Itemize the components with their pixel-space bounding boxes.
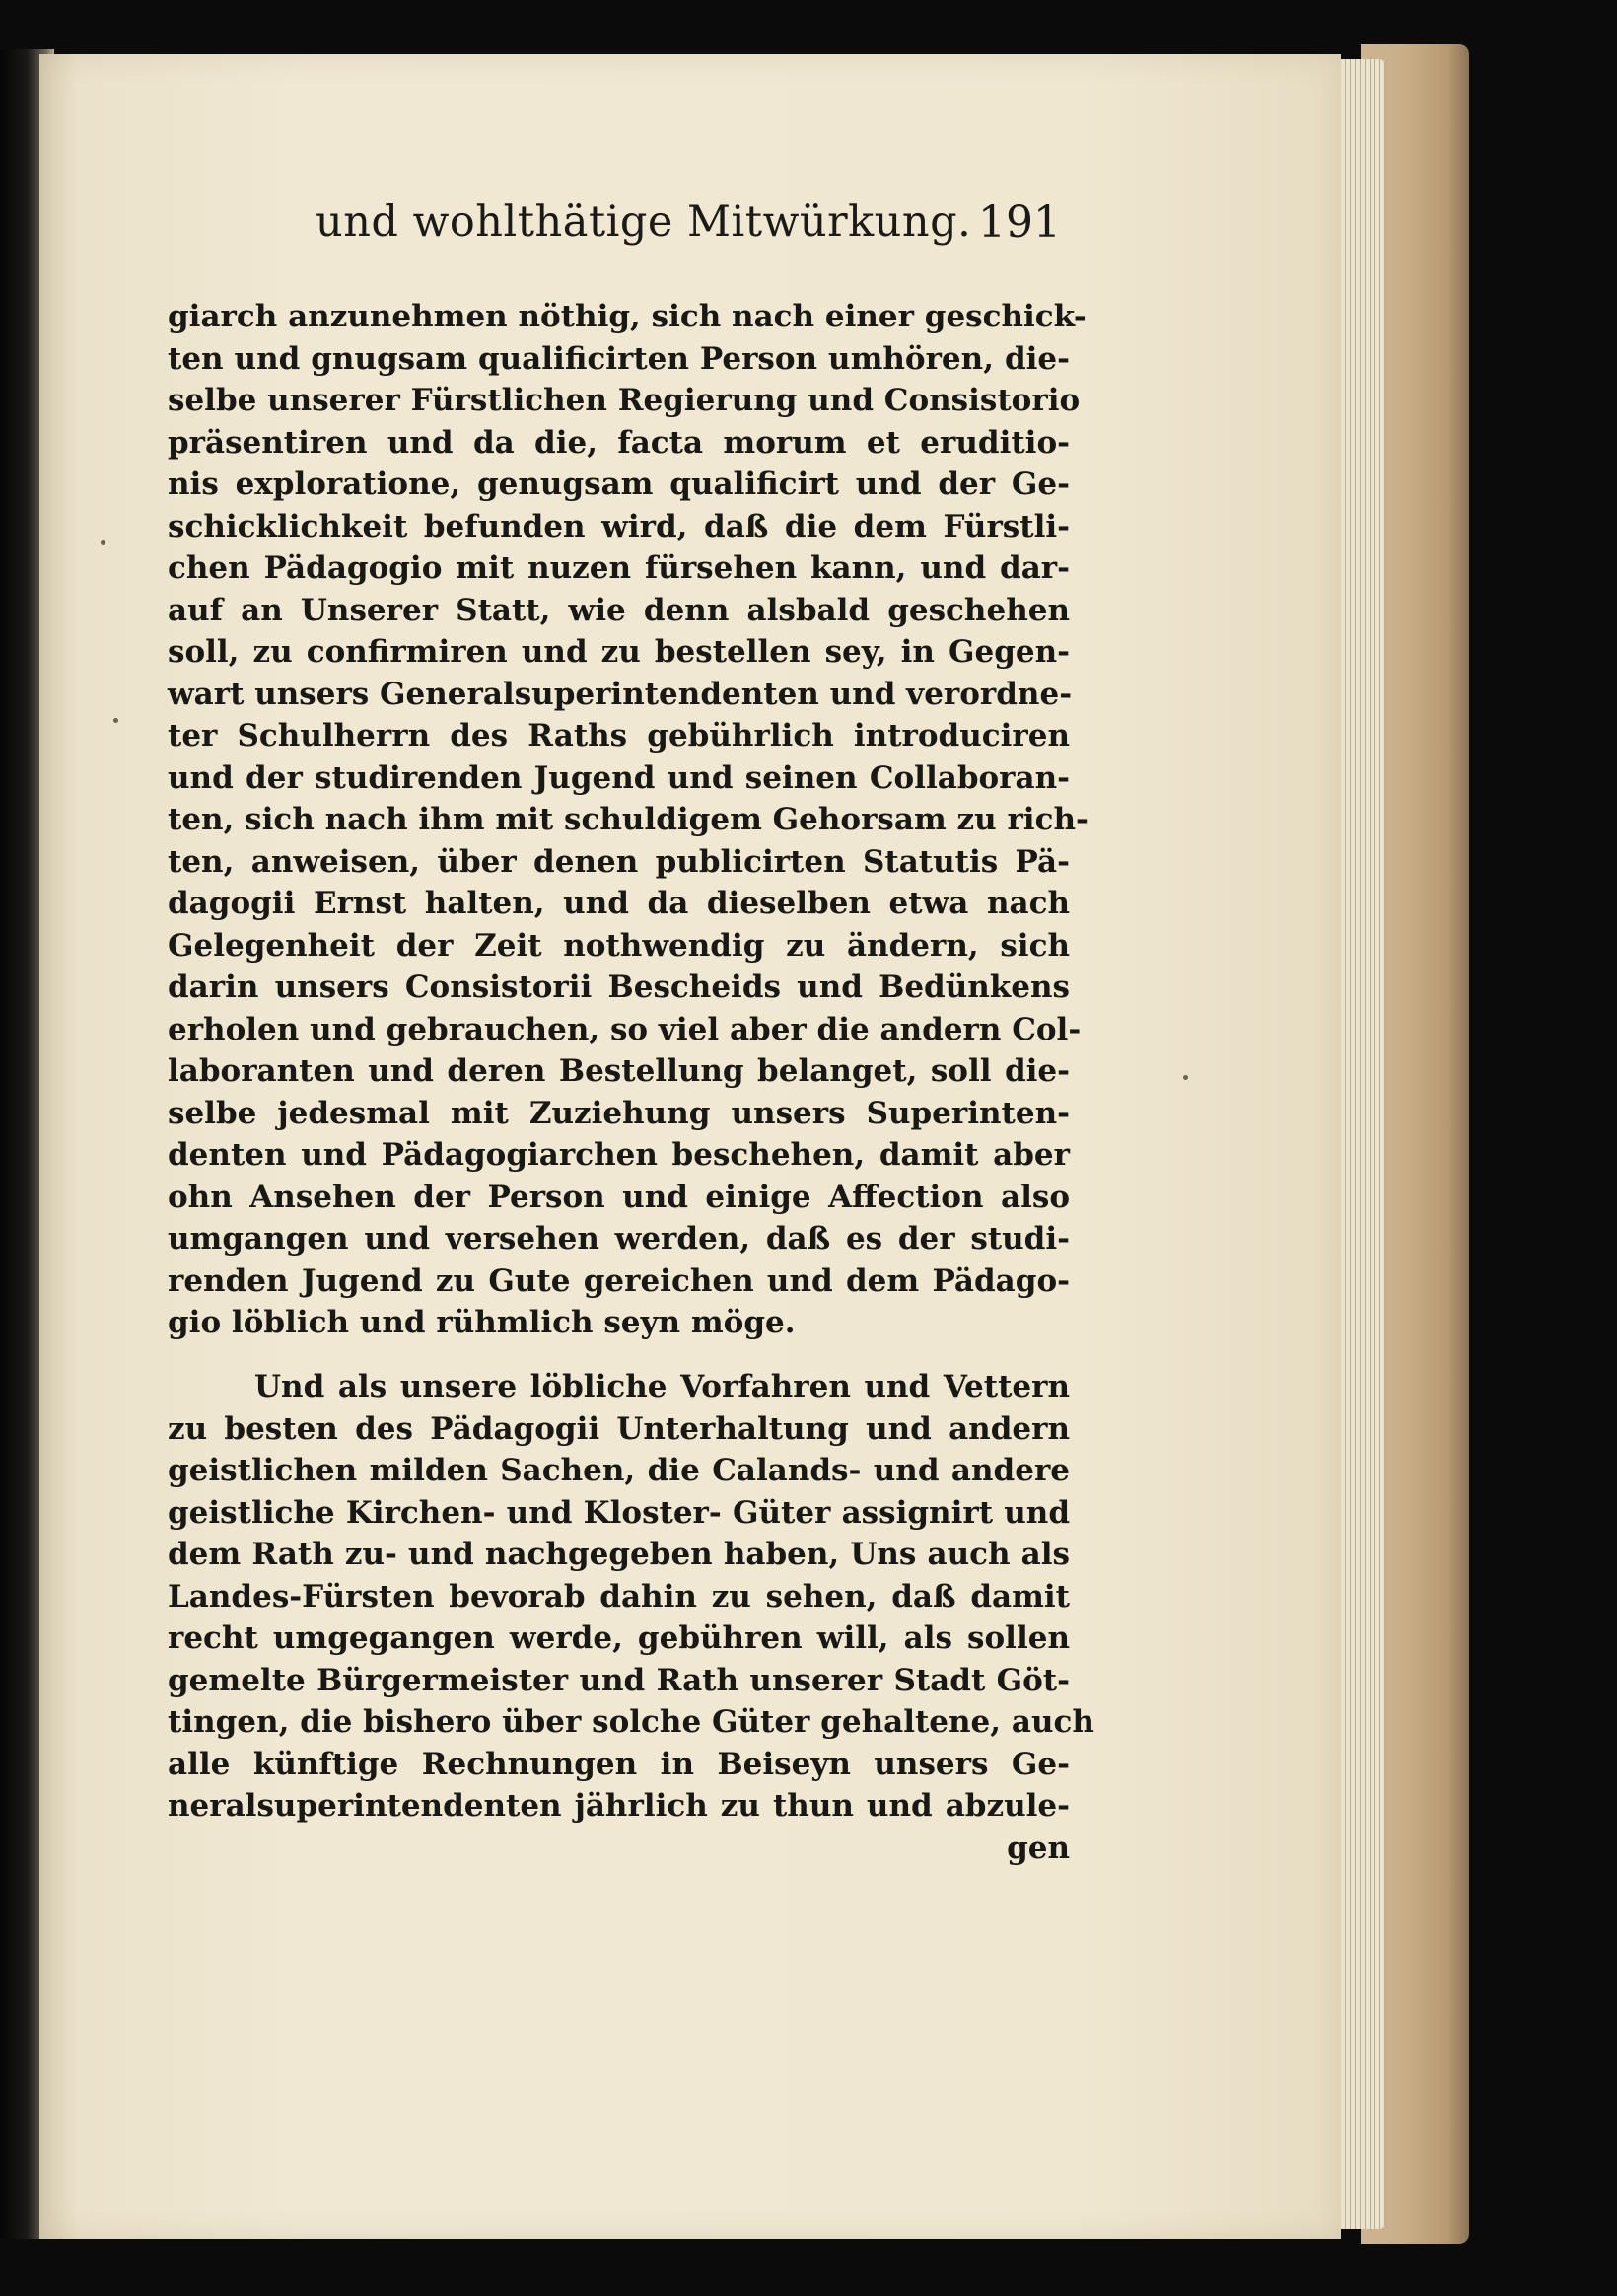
- text-line: umgangen und versehen werden, daß es der studi-: [168, 1221, 1070, 1256]
- text-line: dem Rath zu- und nachgegeben haben, Uns auch als: [168, 1537, 1070, 1572]
- text-line: selbe jedesmal mit Zuziehung unsers Superinten-: [168, 1095, 1070, 1131]
- text-line: neralsuperintendenten jährlich zu thun und abzule-: [168, 1788, 1070, 1824]
- text-line: auf an Unserer Statt, wie denn alsbald geschehen: [168, 592, 1070, 628]
- text-line: ten, anweisen, über denen publicirten Statutis Pä-: [168, 843, 1070, 880]
- text-line: präsentiren und da die, facta morum et eruditio-: [168, 424, 1070, 461]
- text-line: dagogii Ernst halten, und da dieselben etwa nach: [168, 886, 1070, 921]
- text-line: schicklichkeit befunden wird, daß die dem Fürstli-: [168, 508, 1070, 544]
- text-line: giarch anzunehmen nöthig, sich nach einer geschick-: [168, 299, 1087, 334]
- paper-speck: [113, 718, 118, 723]
- text-line: soll, zu confirmiren und zu bestellen sey, in Gegen-: [168, 634, 1070, 670]
- text-line: Landes-Fürsten bevorab dahin zu sehen, daß damit: [168, 1578, 1070, 1614]
- text-line: Und als unsere löbliche Vorfahren und Vettern: [254, 1369, 1070, 1404]
- text-line: selbe unserer Fürstlichen Regierung und Consistorio: [168, 383, 1081, 418]
- text-line: zu besten des Pädagogii Unterhaltung und andern: [168, 1410, 1070, 1447]
- text-line: renden Jugend zu Gute gereichen und dem Pädago-: [168, 1262, 1070, 1299]
- text-line: alle künftige Rechnungen in Beiseyn unsers Ge-: [168, 1746, 1070, 1782]
- text-line: denten und Pädagogiarchen beschehen, damit aber: [168, 1137, 1070, 1173]
- text-line: ten und gnugsam qualificirten Person umhören, die-: [168, 340, 1070, 377]
- text-line: darin unsers Consistorii Bescheids und Bedünkens: [168, 969, 1070, 1005]
- paragraph-1: [168, 296, 1089, 1344]
- text-line: nis exploratione, genugsam qualificirt und der Ge-: [168, 466, 1070, 502]
- text-line: ohn Ansehen der Person und einige Affection also: [168, 1179, 1070, 1215]
- text-line: geistlichen milden Sachen, die Calands- und andere: [168, 1453, 1070, 1488]
- running-head: und wohlthätige Mitwürkung.: [316, 197, 972, 247]
- text-line: laboranten und deren Bestellung belanget, soll die-: [168, 1053, 1070, 1089]
- text-line: gemelte Bürgermeister und Rath unserer Stadt Göt-: [168, 1662, 1070, 1698]
- paragraph-2: [168, 1366, 1094, 1869]
- text-line: gio löblich und rühmlich seyn möge.: [168, 1305, 796, 1340]
- text-line: Gelegenheit der Zeit nothwendig zu ändern, sich: [168, 927, 1070, 964]
- text-line: chen Pädagogio mit nuzen fürsehen kann, und dar-: [168, 550, 1070, 586]
- paper-speck: [1183, 1075, 1188, 1080]
- text-line: erholen und gebrauchen, so viel aber die andern Col-: [168, 1011, 1082, 1047]
- text-line: wart unsers Generalsuperintendenten und verordne-: [168, 676, 1073, 712]
- page-number: 191: [978, 197, 1061, 248]
- text-line: tingen, die bishero über solche Güter gehaltene, auch: [168, 1704, 1094, 1740]
- text-line: ter Schulherrn des Raths gebührlich introduciren: [168, 718, 1070, 753]
- text-line: geistliche Kirchen- und Kloster- Güter assignirt und: [168, 1494, 1070, 1531]
- text-line: und der studirenden Jugend und seinen Collaboran-: [168, 759, 1070, 796]
- text-line: ten, sich nach ihm mit schuldigem Gehorsam zu rich-: [168, 802, 1089, 837]
- paper-speck: [101, 540, 105, 545]
- catchword: gen: [1007, 1830, 1070, 1866]
- text-line: recht umgegangen werde, gebühren will, als sollen: [168, 1620, 1070, 1656]
